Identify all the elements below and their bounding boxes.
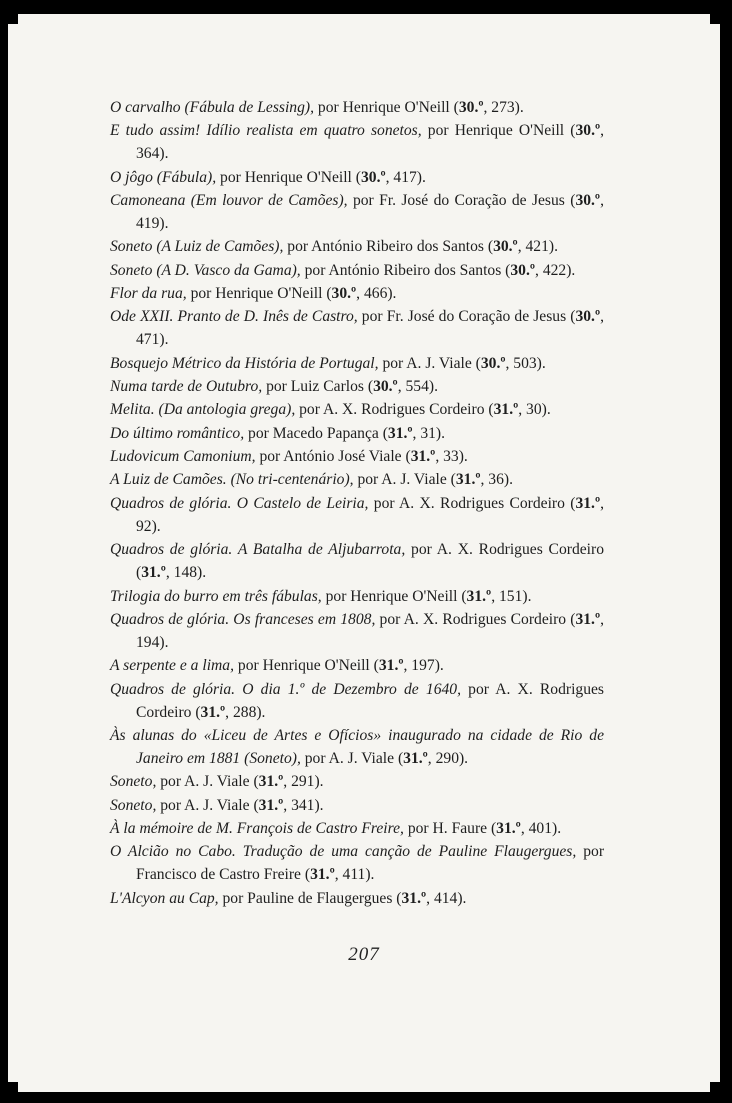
- entry-volume: 31.º: [378, 657, 404, 675]
- entry-page: , 341).: [283, 796, 324, 814]
- entry-author: por A. J. Viale (: [378, 354, 481, 372]
- entry-title: O jôgo (Fábula),: [110, 168, 217, 186]
- corner-mark-top-left: [8, 14, 18, 24]
- entry-page: , 419).: [136, 192, 604, 233]
- entry-page: , 194).: [136, 610, 604, 651]
- corner-mark-bottom-right: [710, 1082, 720, 1092]
- entry-volume: 31.º: [410, 448, 436, 466]
- entry-volume: 30.º: [458, 99, 484, 116]
- bibliography-entry: [110, 468, 604, 491]
- bibliography-entry: [110, 259, 604, 282]
- bibliography-entry: [110, 445, 604, 468]
- bibliography-entry: [110, 817, 604, 840]
- entry-author: por A. X. Rodrigues Cordeiro (: [136, 680, 604, 721]
- entry-author: por Macedo Papança (: [244, 424, 388, 442]
- entry-author: por António José Viale (: [255, 448, 411, 466]
- entry-title: Do último romântico,: [110, 424, 245, 442]
- entry-title: O Alcião no Cabo. Tradução de uma canção de Pauline Flaugergues,: [110, 843, 577, 861]
- bibliography-entry: [110, 608, 604, 654]
- entry-title: Flor da rua,: [110, 285, 187, 303]
- entry-page: , 421).: [517, 238, 558, 256]
- entry-page: , 31).: [412, 424, 446, 442]
- corner-mark-top-right: [710, 14, 720, 24]
- entry-volume: 31.º: [403, 749, 428, 767]
- bibliography-entry: [110, 282, 604, 305]
- bibliography-entry: [110, 96, 604, 119]
- bibliography-entry: [110, 654, 604, 677]
- entry-title: Numa tarde de Outubro,: [110, 378, 263, 396]
- entry-title: Quadros de glória. O Castelo de Leiria,: [110, 494, 369, 512]
- entry-volume: 31.º: [258, 773, 284, 791]
- entry-title: Quadros de glória. O dia 1.º de Dezembro de 1640,: [110, 680, 461, 698]
- bibliography-entry: [110, 398, 604, 421]
- entry-author: por Henrique O'Neill (: [421, 122, 576, 140]
- entry-volume: 31.º: [466, 587, 492, 605]
- entry-title: Camoneana (Em louvor de Camões),: [110, 192, 348, 210]
- entry-author: por A. J. Viale (: [156, 773, 259, 791]
- bibliography-list: [110, 96, 604, 910]
- entry-page: , 422).: [535, 261, 576, 279]
- bibliography-entry: [110, 235, 604, 258]
- entry-volume: 31.º: [200, 703, 226, 721]
- entry-page: , 364).: [136, 122, 605, 163]
- bibliography-entry: [110, 375, 604, 398]
- entry-page: , 197).: [403, 657, 444, 675]
- entry-author: por A. J. Viale (: [353, 471, 456, 489]
- entry-volume: 30.º: [510, 261, 536, 279]
- bibliography-entry: [110, 678, 604, 724]
- bibliography-entry: [110, 305, 604, 351]
- entry-title: Ode XXII. Pranto de D. Inês de Castro,: [110, 308, 358, 326]
- entry-author: por Henrique O'Neill (: [216, 168, 361, 186]
- entry-title: Trilogia do burro em três fábulas,: [110, 587, 322, 605]
- entry-title: Às alunas do «Liceu de Artes e Ofícios» inaugurado na cidade de Rio de Janeiro em 1881 (Soneto),: [110, 726, 604, 767]
- entry-author: por Henrique O'Neill (: [321, 587, 467, 605]
- entry-page: , 33).: [435, 448, 468, 466]
- bibliography-entry: [110, 840, 604, 886]
- entry-author: por A. X. Rodrigues Cordeiro (: [295, 401, 494, 419]
- entry-volume: 31.º: [387, 424, 413, 442]
- bibliography-entry: [110, 585, 604, 608]
- entry-title: Soneto,: [110, 796, 157, 814]
- bibliography-entry: [110, 794, 604, 817]
- entry-title: Melita. (Da antologia grega),: [110, 401, 296, 419]
- entry-author: por A. J. Viale (: [156, 796, 259, 814]
- bibliography-entry: [110, 166, 604, 189]
- entry-title: Quadros de glória. A Batalha de Aljubarrota,: [110, 541, 406, 559]
- bibliography-entry: [110, 770, 604, 793]
- entry-page: , 151).: [491, 587, 532, 605]
- entry-title: Soneto (A D. Vasco da Gama),: [110, 261, 301, 279]
- entry-volume: 30.º: [331, 285, 357, 303]
- entry-author: por H. Faure (: [403, 819, 497, 837]
- bibliography-entry: [110, 538, 604, 584]
- entry-author: por António Ribeiro dos Santos (: [300, 261, 511, 279]
- entry-volume: 30.º: [575, 122, 601, 140]
- bibliography-entry: [110, 119, 604, 165]
- entry-author: por Fr. José do Coração de Jesus (: [347, 192, 576, 210]
- entry-title: O carvalho (Fábula de Lessing),: [110, 99, 314, 116]
- corner-mark-bottom-left: [8, 1082, 18, 1092]
- entry-page: , 471).: [136, 308, 604, 349]
- bibliography-entry: [110, 492, 604, 538]
- page-number: 207: [348, 944, 380, 965]
- entry-page: , 401).: [520, 819, 562, 837]
- entry-volume: 31.º: [258, 796, 284, 814]
- entry-author: por Fr. José do Coração de Jesus (: [357, 308, 576, 326]
- entry-volume: 30.º: [360, 168, 386, 186]
- entry-title: Bosquejo Métrico da História de Portugal,: [110, 354, 379, 372]
- entry-page: , 290).: [427, 749, 469, 767]
- document-page: [8, 14, 720, 1092]
- entry-author: por A. X. Rodrigues Cordeiro (: [368, 494, 576, 512]
- entry-title: Soneto (A Luiz de Camões),: [110, 238, 284, 256]
- entry-page: , 411).: [334, 866, 375, 884]
- entry-author: por A. X. Rodrigues Cordeiro (: [136, 541, 604, 582]
- entry-author: por A. X. Rodrigues Cordeiro (: [375, 610, 576, 628]
- entry-page: , 92).: [136, 494, 604, 535]
- entry-volume: 30.º: [575, 192, 601, 210]
- entry-volume: 31.º: [496, 819, 521, 837]
- entry-title: E tudo assim! Idílio realista em quatro sonetos,: [110, 122, 422, 140]
- entry-volume: 31.º: [141, 564, 166, 582]
- entry-title: L'Alcyon au Cap,: [110, 889, 219, 907]
- bibliography-entry: [110, 724, 604, 770]
- entry-page: , 148).: [165, 564, 207, 582]
- entry-author: por Henrique O'Neill (: [186, 285, 332, 303]
- entry-title: Quadros de glória. Os franceses em 1808,: [110, 610, 376, 628]
- entry-title: Soneto,: [110, 773, 157, 791]
- entry-title: A serpente e a lima,: [110, 657, 235, 675]
- entry-volume: 30.º: [575, 308, 601, 326]
- entry-title: A Luiz de Camões. (No tri-centenário),: [110, 471, 354, 489]
- entry-volume: 31.º: [575, 494, 601, 512]
- entry-page: , 466).: [356, 285, 397, 303]
- entry-volume: 31.º: [493, 401, 519, 419]
- entry-page: , 554).: [397, 378, 438, 396]
- bibliography-entry: [110, 352, 604, 375]
- entry-page: , 288).: [225, 703, 266, 721]
- entry-title: À la mémoire de M. François de Castro Freire,: [110, 819, 404, 837]
- entry-page: , 291).: [283, 773, 324, 791]
- bibliography-entry: [110, 887, 604, 910]
- entry-title: Ludovicum Camonium,: [110, 448, 256, 466]
- entry-volume: 31.º: [455, 471, 481, 489]
- entry-page: , 414).: [426, 889, 467, 907]
- entry-volume: 31.º: [310, 866, 335, 884]
- entry-author: por Pauline de Flaugergues (: [218, 889, 402, 907]
- entry-page: , 36).: [480, 471, 513, 489]
- entry-volume: 30.º: [493, 238, 518, 256]
- entry-author: por António Ribeiro dos Santos (: [283, 238, 494, 256]
- entry-volume: 30.º: [373, 378, 398, 396]
- entry-author: por Henrique O'Neill (: [314, 99, 459, 116]
- entry-volume: 31.º: [401, 889, 427, 907]
- entry-author: por Francisco de Castro Freire (: [136, 843, 605, 884]
- bibliography-entry: [110, 189, 604, 235]
- entry-page: , 503).: [505, 354, 546, 372]
- entry-author: por A. J. Viale (: [300, 749, 404, 767]
- entry-page: , 417).: [385, 168, 426, 186]
- bibliography-entry: [110, 422, 604, 445]
- entry-page: , 273).: [483, 99, 524, 116]
- entry-author: por Luiz Carlos (: [262, 378, 374, 396]
- entry-page: , 30).: [518, 401, 551, 419]
- entry-author: por Henrique O'Neill (: [234, 657, 379, 675]
- entry-volume: 31.º: [575, 610, 601, 628]
- entry-volume: 30.º: [480, 354, 506, 372]
